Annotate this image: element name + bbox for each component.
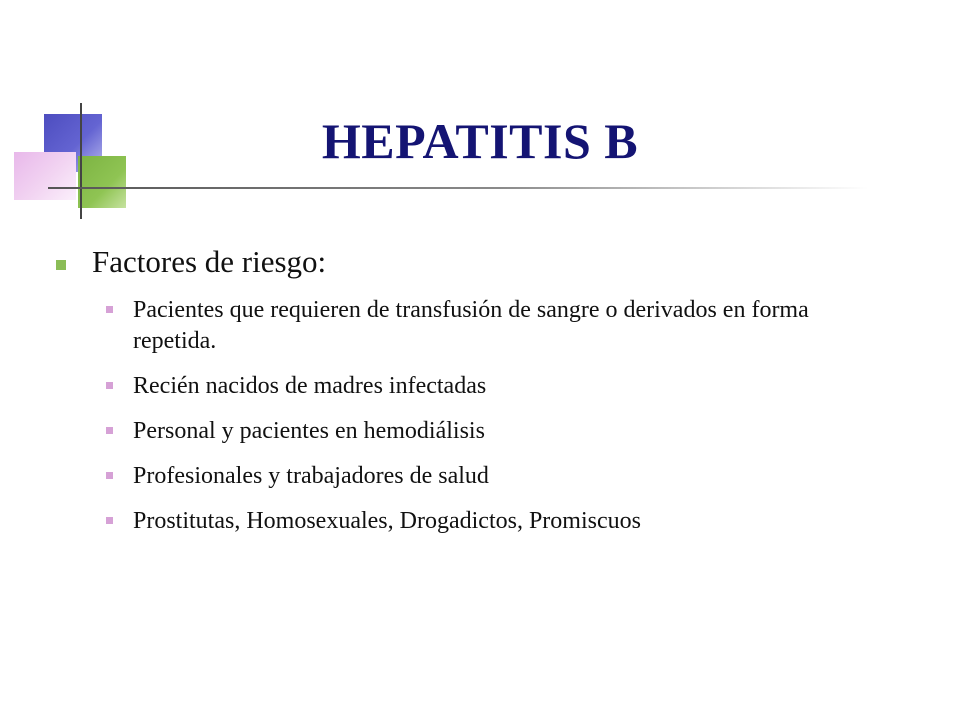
small-square-bullet-icon	[106, 472, 113, 479]
list-item	[106, 461, 916, 492]
main-bullet	[56, 243, 916, 281]
list-item-text: Pacientes que requieren de transfusión de sangre o derivados en forma repetida.	[133, 297, 809, 354]
list-item	[106, 371, 916, 402]
list-item-text: Recién nacidos de madres infectadas	[133, 373, 487, 399]
slide-content	[56, 243, 916, 551]
list-item	[106, 506, 916, 537]
sub-bullet-list	[56, 295, 916, 537]
list-item-text: Personal y pacientes en hemodiálisis	[133, 418, 485, 444]
main-bullet-text: Factores de riesgo:	[92, 244, 327, 279]
small-square-bullet-icon	[106, 427, 113, 434]
title-underline	[48, 187, 868, 189]
square-bullet-icon	[56, 260, 66, 270]
list-item-text: Profesionales y trabajadores de salud	[133, 463, 489, 489]
small-square-bullet-icon	[106, 306, 113, 313]
list-item	[106, 416, 916, 447]
small-square-bullet-icon	[106, 517, 113, 524]
slide-title: HEPATITIS B	[321, 113, 639, 169]
small-square-bullet-icon	[106, 382, 113, 389]
list-item	[106, 295, 916, 357]
list-item-text: Prostitutas, Homosexuales, Drogadictos, Promiscuos	[133, 508, 641, 534]
